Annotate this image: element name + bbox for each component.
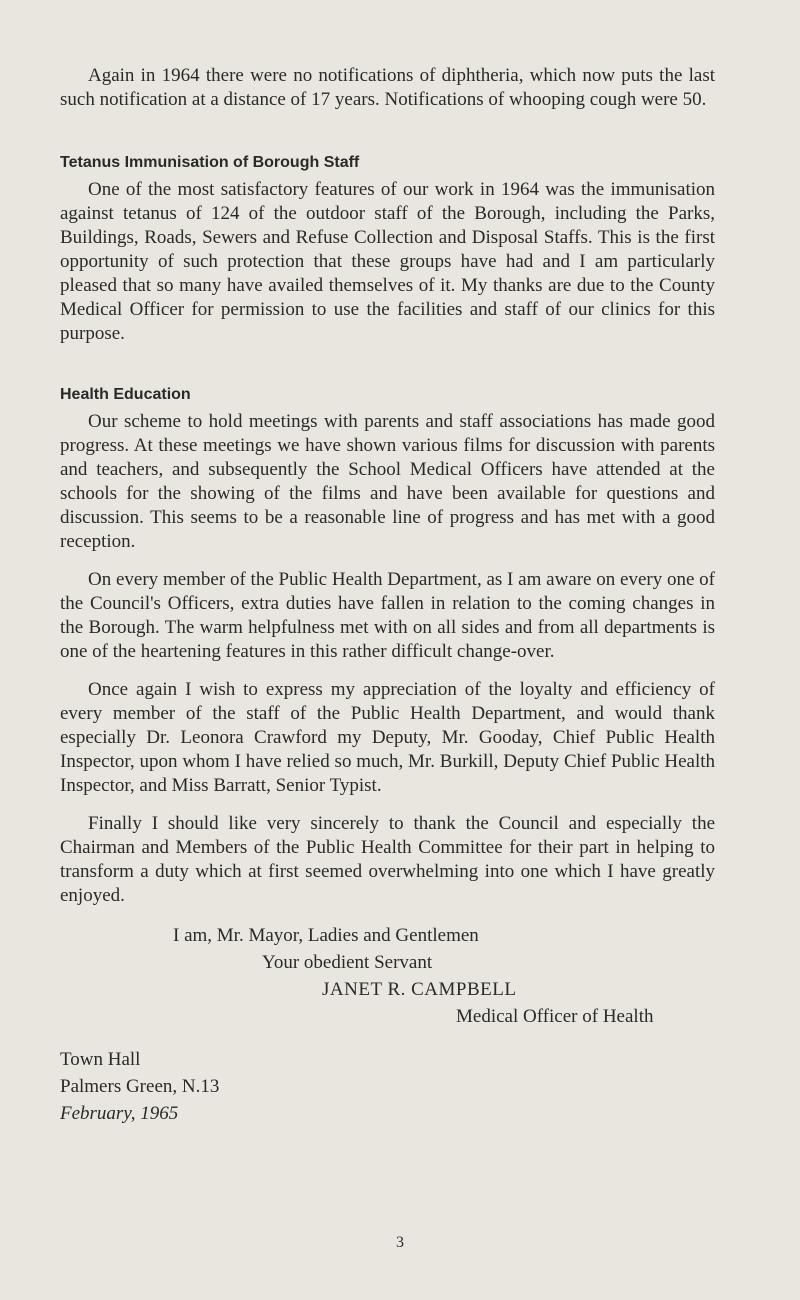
- document-date: February, 1965: [60, 1103, 179, 1124]
- signatory-name: JANET R. CAMPBELL: [322, 979, 517, 1000]
- address-line-2: Palmers Green, N.13: [60, 1076, 220, 1097]
- page-number: 3: [396, 1234, 404, 1251]
- tetanus-paragraph: One of the most satisfactory features of our work in 1964 was the immunisation against tetanus of 124 of the outdoor staff of the Borough, including the Parks, Buildings, Roads, Sewers and Refuse Collection and Disposal Staffs. This is the first opportunity of such protection that these groups have had and I am particularly pleased that so many have availed themselves of it. My thanks are due to the County Medical Officer for permission to use the facilities and staff of our clinics for this purpose.: [60, 179, 715, 344]
- health-education-paragraph-3: Once again I wish to express my appreciation of the loyalty and efficiency of every member of the staff of the Public Health Department, and would thank especially Dr. Leonora Crawford my Deputy, Mr. Gooday, Chief Public Health Inspector, upon whom I have relied so much, Mr. Burkill, Deputy Chief Public Health Inspector, and Miss Barratt, Senior Typist.: [60, 679, 715, 796]
- closing-obedient: Your obedient Servant: [262, 952, 433, 973]
- signatory-role: Medical Officer of Health: [456, 1006, 654, 1027]
- closing-block: [60, 922, 715, 1030]
- health-education-paragraph-4: Finally I should like very sincerely to thank the Council and especially the Chairman and Members of the Public Health Committee for their part in helping to transform a duty which at first seemed overwhelming into one which I have greatly enjoyed.: [60, 813, 715, 906]
- address-line-1: Town Hall: [60, 1049, 141, 1070]
- closing-salutation: I am, Mr. Mayor, Ladies and Gentlemen: [173, 925, 479, 946]
- address-block: [60, 1046, 715, 1127]
- intro-paragraph: Again in 1964 there were no notifications of diphtheria, which now puts the last such notification at a distance of 17 years. Notifications of whooping cough were 50.: [60, 65, 715, 110]
- page-content: [60, 64, 715, 1127]
- section-heading-health-education: Health Education: [60, 386, 191, 403]
- health-education-paragraph-1: Our scheme to hold meetings with parents and staff associations has made good progress. At these meetings we have shown various films for discussion with parents and teachers, and subsequently the School Medical Officers have attended at the schools for the showing of the films and have been available for questions and discussion. This seems to be a reasonable line of progress and has met with a good reception.: [60, 411, 715, 552]
- section-heading-tetanus: Tetanus Immunisation of Borough Staff: [60, 154, 360, 171]
- health-education-paragraph-2: On every member of the Public Health Department, as I am aware on every one of the Council's Officers, extra duties have fallen in relation to the coming changes in the Borough. The warm helpfulness met with on all sides and from all departments is one of the heartening features in this rather difficult change-over.: [60, 569, 715, 662]
